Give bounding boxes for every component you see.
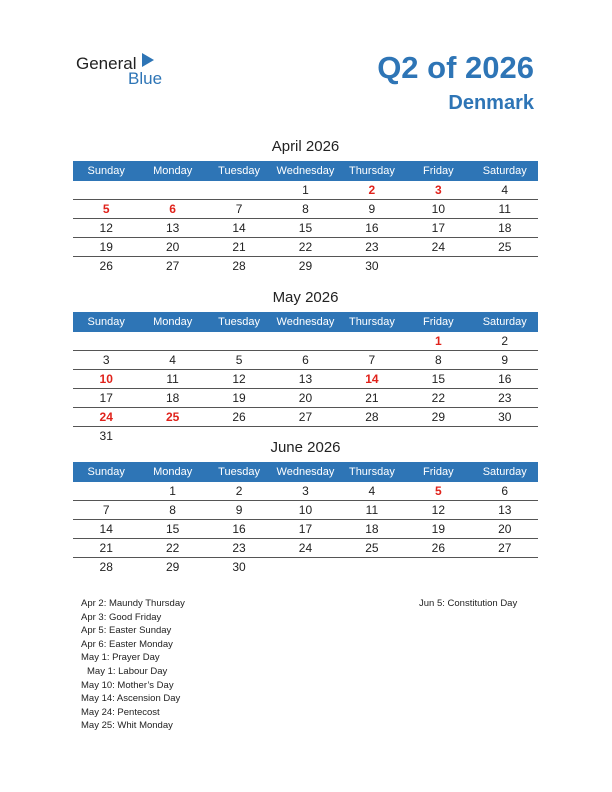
weekday-label: Wednesday (276, 316, 335, 328)
day-cell: 22 (298, 240, 313, 254)
month-april (73, 136, 538, 275)
week-row (73, 181, 538, 200)
weekday-label: Friday (423, 466, 454, 478)
holiday-entry: Apr 6: Easter Monday (81, 638, 173, 650)
day-cell: 15 (298, 221, 313, 235)
weekday-label: Wednesday (276, 466, 335, 478)
day-cell: 11 (365, 503, 379, 517)
day-cell (405, 257, 471, 275)
day-cell: 26 (232, 410, 246, 424)
weekday-header (73, 462, 538, 482)
day-cell: 31 (99, 429, 113, 443)
day-cell: 9 (235, 503, 243, 517)
day-cell: 28 (99, 560, 113, 574)
day-cell (339, 558, 405, 576)
week-row (73, 389, 538, 408)
day-cell: 15 (165, 522, 180, 536)
day-cell: 5 (102, 202, 110, 216)
weekday-label: Saturday (482, 316, 527, 328)
day-cell: 24 (99, 410, 113, 424)
day-cell: 3 (434, 183, 442, 197)
month-title: June 2026 (270, 439, 341, 456)
week-row (73, 539, 538, 558)
day-cell: 21 (232, 240, 246, 254)
logo-blue-text: Blue (128, 69, 163, 88)
day-cell: 16 (365, 221, 379, 235)
day-cell: 8 (434, 353, 442, 367)
week-row (73, 501, 538, 520)
day-cell: 2 (368, 183, 376, 197)
day-cell: 17 (298, 522, 313, 536)
day-cell: 7 (235, 202, 243, 216)
holiday-entry: May 1: Labour Day (87, 665, 168, 677)
day-cell: 13 (498, 503, 512, 517)
weekday-header (73, 312, 538, 332)
day-cell: 6 (169, 202, 176, 216)
month-title: May 2026 (272, 289, 339, 306)
day-cell: 29 (431, 410, 445, 424)
day-cell: 5 (235, 353, 243, 367)
day-cell: 20 (298, 391, 313, 405)
day-cell: 22 (165, 541, 180, 555)
week-row (73, 520, 538, 539)
day-cell (472, 257, 538, 275)
weekday-label: Wednesday (276, 165, 335, 177)
day-cell: 10 (298, 503, 313, 517)
day-cell: 12 (232, 372, 246, 386)
holiday-entry: Apr 3: Good Friday (81, 611, 162, 623)
day-cell: 19 (232, 391, 246, 405)
day-cell: 28 (232, 259, 246, 273)
day-cell: 25 (165, 410, 180, 424)
day-cell: 30 (498, 410, 512, 424)
day-cell: 1 (169, 484, 176, 498)
day-cell: 16 (232, 522, 246, 536)
weekday-label: Thursday (348, 466, 395, 478)
day-cell: 19 (99, 240, 113, 254)
day-cell: 22 (431, 391, 445, 405)
holiday-list-left (81, 597, 185, 733)
day-cell: 11 (498, 202, 511, 216)
day-cell: 8 (302, 202, 309, 216)
day-cell: 20 (165, 240, 180, 254)
page-title: Q2 of 2026 (377, 50, 534, 85)
day-cell: 8 (169, 503, 176, 517)
day-cell (339, 332, 405, 350)
week-row (73, 257, 538, 275)
weekday-label: Tuesday (218, 165, 260, 177)
day-cell: 30 (365, 259, 379, 273)
weekday-label: Monday (153, 316, 193, 328)
week-row (73, 332, 538, 351)
day-cell (405, 558, 471, 576)
day-cell (272, 558, 338, 576)
day-cell: 12 (431, 503, 445, 517)
day-cell: 13 (298, 372, 313, 386)
month-may (73, 287, 538, 445)
week-row (73, 200, 538, 219)
day-cell: 20 (498, 522, 512, 536)
week-row (73, 370, 538, 389)
week-row (73, 558, 538, 576)
month-title: April 2026 (271, 138, 340, 155)
day-cell (73, 482, 139, 500)
day-cell: 11 (166, 372, 179, 386)
logo-general-text: General (76, 54, 137, 73)
day-cell: 23 (498, 391, 512, 405)
day-cell: 28 (365, 410, 379, 424)
day-cell: 3 (102, 353, 110, 367)
day-cell: 15 (431, 372, 445, 386)
day-cell: 30 (232, 560, 246, 574)
day-cell: 21 (99, 541, 113, 555)
day-cell: 10 (99, 372, 113, 386)
day-cell: 7 (102, 503, 110, 517)
logo-flag-icon (142, 53, 154, 67)
day-cell: 26 (99, 259, 113, 273)
weekday-label: Saturday (482, 165, 527, 177)
weekday-label: Sunday (87, 165, 125, 177)
day-cell: 4 (501, 183, 509, 197)
day-cell: 29 (298, 259, 313, 273)
day-cell: 2 (235, 484, 243, 498)
holiday-entry: May 24: Pentecost (81, 706, 160, 718)
day-cell: 19 (431, 522, 445, 536)
day-cell: 9 (368, 202, 376, 216)
holiday-entry: Apr 2: Maundy Thursday (81, 598, 185, 609)
day-cell: 6 (302, 353, 309, 367)
day-cell: 27 (165, 259, 180, 273)
week-row (73, 408, 538, 427)
day-cell: 27 (498, 541, 512, 555)
day-cell: 17 (99, 391, 113, 405)
weekday-header (73, 161, 538, 181)
holiday-list-right (419, 597, 517, 611)
weekday-label: Sunday (87, 466, 125, 478)
day-cell: 23 (232, 541, 246, 555)
country-name: Denmark (448, 92, 534, 114)
logo (76, 52, 176, 92)
holiday-entry: Apr 5: Easter Sunday (81, 625, 172, 637)
day-cell: 26 (431, 541, 445, 555)
day-cell (272, 332, 338, 350)
weekday-label: Sunday (87, 316, 125, 328)
day-cell: 24 (431, 240, 445, 254)
weekday-label: Saturday (482, 466, 527, 478)
day-cell: 9 (501, 353, 509, 367)
day-cell: 5 (434, 484, 442, 498)
day-cell (73, 332, 139, 350)
day-cell (139, 181, 205, 199)
weekday-label: Thursday (348, 165, 395, 177)
weekday-label: Tuesday (218, 466, 260, 478)
day-cell: 3 (302, 484, 309, 498)
day-cell (472, 558, 538, 576)
day-cell: 21 (365, 391, 379, 405)
day-cell: 18 (498, 221, 512, 235)
day-cell: 17 (431, 221, 445, 235)
week-row (73, 219, 538, 238)
day-cell: 2 (501, 334, 509, 348)
weekday-label: Monday (153, 466, 193, 478)
month-june (73, 437, 538, 576)
weekday-label: Friday (423, 165, 454, 177)
day-cell: 18 (165, 391, 180, 405)
day-cell (206, 181, 272, 199)
weekday-label: Friday (423, 316, 454, 328)
day-cell: 18 (365, 522, 379, 536)
day-cell: 14 (99, 522, 113, 536)
day-cell (206, 332, 272, 350)
day-cell: 24 (298, 541, 313, 555)
day-cell: 14 (232, 221, 246, 235)
day-cell: 25 (498, 240, 512, 254)
weekday-label: Thursday (348, 316, 395, 328)
day-cell (139, 332, 205, 350)
day-cell: 4 (169, 353, 176, 367)
day-cell: 14 (365, 372, 379, 386)
day-cell: 23 (365, 240, 379, 254)
holiday-entry: May 10: Mother’s Day (81, 679, 174, 691)
day-cell: 6 (501, 484, 509, 498)
day-cell: 16 (498, 372, 512, 386)
weekday-label: Tuesday (218, 316, 260, 328)
week-row (73, 482, 538, 501)
day-cell: 29 (165, 560, 180, 574)
day-cell: 1 (434, 334, 442, 348)
day-cell: 4 (368, 484, 376, 498)
holiday-entry: May 1: Prayer Day (81, 652, 160, 664)
weekday-label: Monday (153, 165, 193, 177)
day-cell: 27 (298, 410, 313, 424)
day-cell: 12 (99, 221, 113, 235)
holiday-entry: May 14: Ascension Day (81, 693, 181, 705)
day-cell: 13 (165, 221, 180, 235)
day-cell (73, 181, 139, 199)
holiday-entry: Jun 5: Constitution Day (419, 598, 518, 609)
week-row (73, 238, 538, 257)
day-cell: 25 (365, 541, 379, 555)
day-cell: 10 (431, 202, 445, 216)
week-row (73, 351, 538, 370)
day-cell: 1 (302, 183, 309, 197)
day-cell: 7 (368, 353, 376, 367)
holiday-entry: May 25: Whit Monday (81, 720, 173, 732)
